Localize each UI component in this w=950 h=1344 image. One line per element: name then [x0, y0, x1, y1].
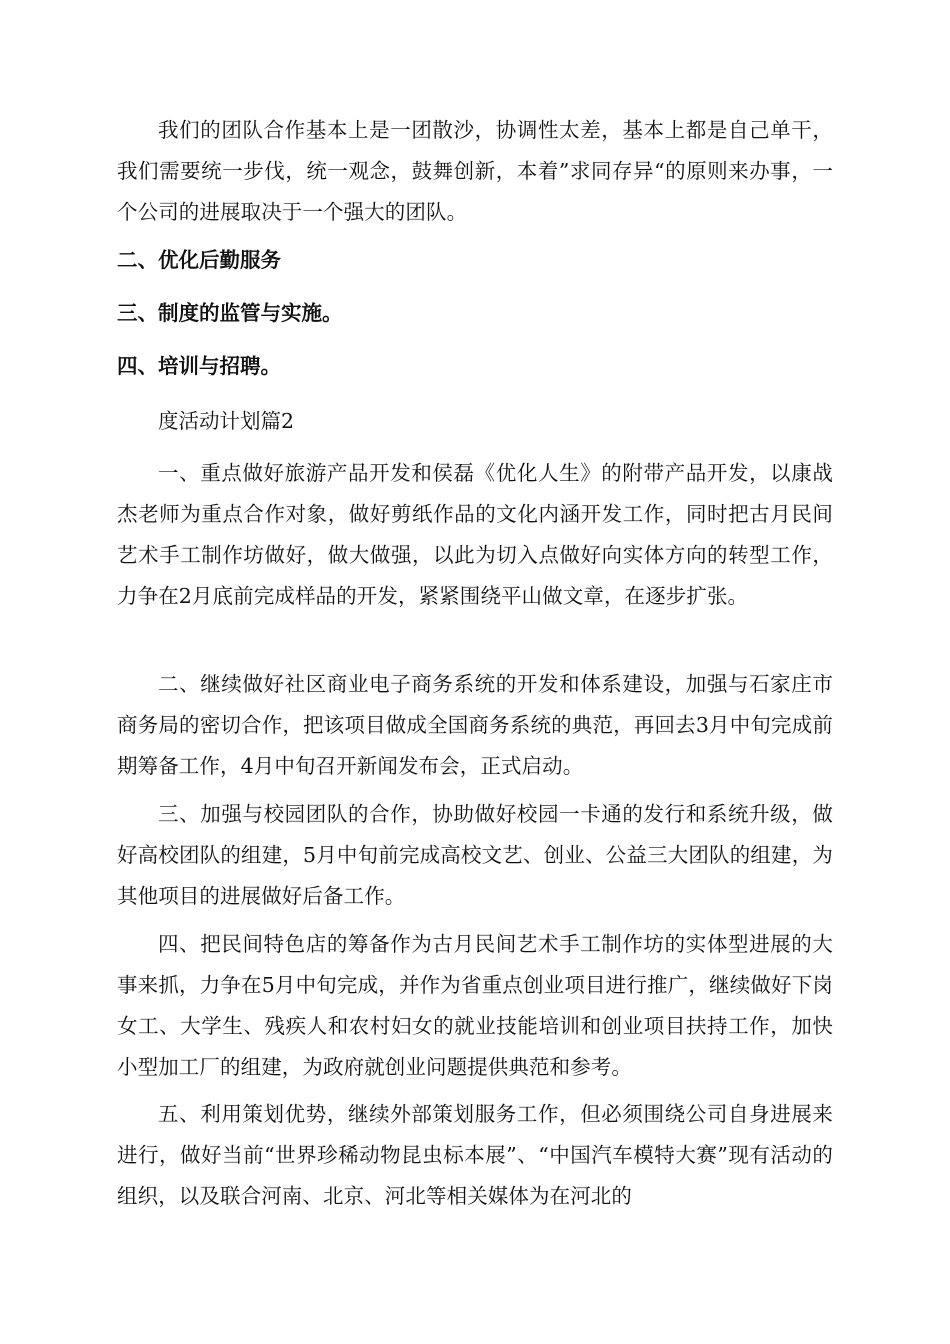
plan-item-1: 一、重点做好旅游产品开发和侯磊《优化人生》的附带产品开发，以康战杰老师为重点合作对象，做好剪纸作品的文化内涵开发工作，同时把古月民间艺术手工制作坊做好，做大做强，以此为切入点做好向实体方向的转型工作，力争在2月底前完成样品的开发，紧紧围绕平山做文章，在逐步扩张。 — [117, 461, 833, 608]
paragraph-team-cooperation: 我们的团队合作基本上是一团散沙，协调性太差，基本上都是自己单干，我们需要统一步伐，统一观念，鼓舞创新，本着”求同存异“的原则来办事，一个公司的进展取决于一个强大的团队。 — [117, 118, 833, 224]
section-title: 度活动计划篇2 — [158, 409, 295, 433]
heading-system-supervision: 三、制度的监管与实施。 — [117, 301, 343, 325]
plan-item-5: 五、利用策划优势，继续外部策划服务工作，但必须围绕公司自身进展来进行，做好当前“世界珍稀动物昆虫标本展”、“中国汽车模特大赛”现有活动的组织，以及联合河南、北京、河北等相关媒体为在河北的 — [117, 1102, 833, 1208]
plan-item-2: 二、继续做好社区商业电子商务系统的开发和体系建设，加强与石家庄市商务局的密切合作，把该项目做成全国商务系统的典范，再回去3月中旬完成前期筹备工作，4月中旬召开新闻发布会，正式启动。 — [117, 672, 833, 778]
heading-logistics-service: 二、优化后勤服务 — [117, 248, 281, 272]
plan-item-4: 四、把民间特色店的筹备作为古月民间艺术手工制作坊的实体型进展的大事来抓，力争在5月中旬完成，并作为省重点创业项目进行推广，继续做好下岗女工、大学生、残疾人和农村妇女的就业技能培训和创业项目扶持工作，加快小型加工厂的组建，为政府就创业问题提供典范和参考。 — [117, 932, 833, 1079]
plan-item-3: 三、加强与校园团队的合作，协助做好校园一卡通的发行和系统升级，做好高校团队的组建，5月中旬前完成高校文艺、创业、公益三大团队的组建，为其他项目的进展做好后备工作。 — [117, 802, 833, 908]
heading-training-recruitment: 四、培训与招聘。 — [117, 354, 281, 378]
